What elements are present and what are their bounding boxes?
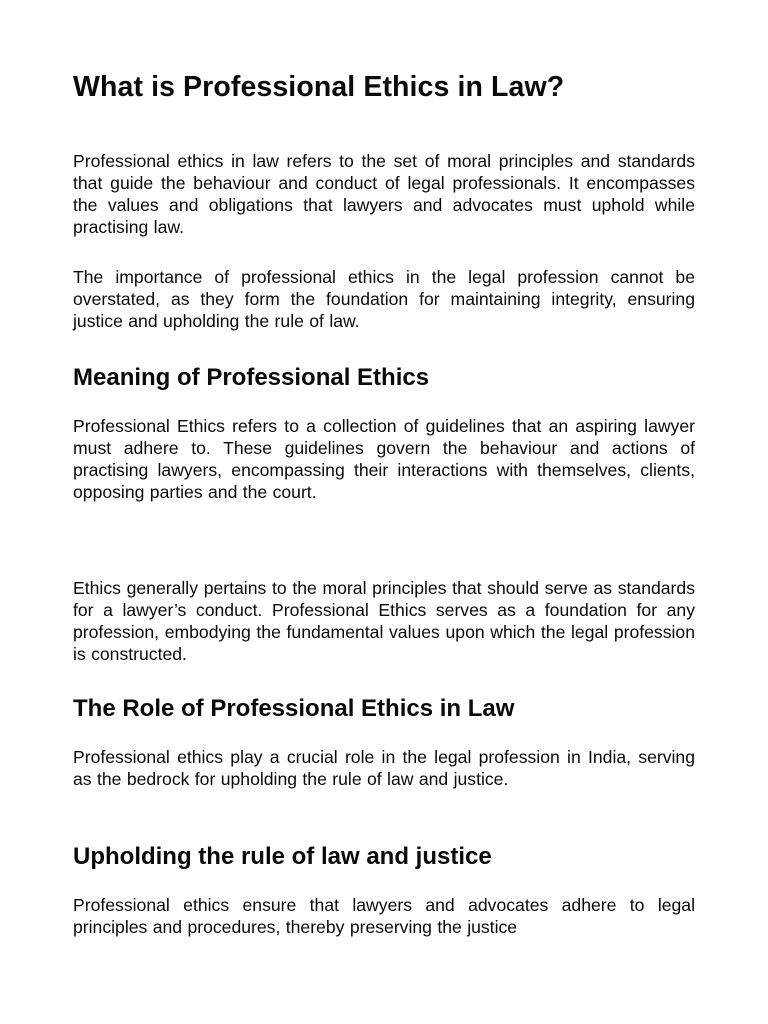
role-paragraph: Professional ethics play a crucial role in the legal profession in India, serving as the bedrock for upholding the rule of law and justice. bbox=[73, 747, 695, 789]
meaning-paragraph: Professional Ethics refers to a collection of guidelines that an aspiring lawyer must adhere to. These guidelines govern the behaviour and actions of practising lawyers, encompassing their interactions with themselves, clients, opposing parties and the court. bbox=[73, 416, 695, 502]
upholding-paragraph: Professional ethics ensure that lawyers and advocates adhere to legal principles and procedures, thereby preserving the justice bbox=[73, 895, 695, 937]
section-heading-meaning: Meaning of Professional Ethics bbox=[73, 364, 430, 391]
page-title: What is Professional Ethics in Law? bbox=[73, 71, 565, 103]
intro-paragraph: Professional ethics in law refers to the set of moral principles and standards that guide the behaviour and conduct of legal professionals. It encompasses the values and obligations that lawyers and advocates must uphold while practising law. bbox=[73, 151, 695, 237]
section-heading-role: The Role of Professional Ethics in Law bbox=[73, 695, 515, 722]
intro-paragraph: The importance of professional ethics in the legal profession cannot be overstated, as they form the foundation for maintaining integrity, ensuring justice and upholding the rule of law. bbox=[73, 267, 695, 331]
section-heading-upholding: Upholding the rule of law and justice bbox=[73, 843, 492, 870]
meaning-paragraph: Ethics generally pertains to the moral principles that should serve as standards for a lawyer’s conduct. Professional Ethics serves as a foundation for any profession, embodying the fundamental values upon which the legal profession is constructed. bbox=[73, 578, 695, 664]
